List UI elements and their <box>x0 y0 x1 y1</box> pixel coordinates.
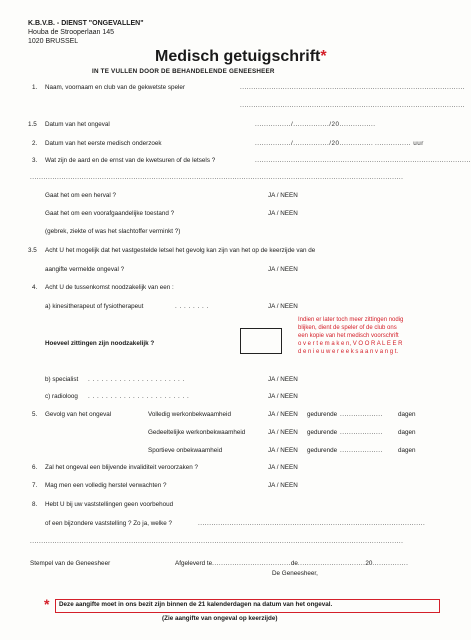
full-incapacity-label: Volledig werkonbekwaamheid <box>148 411 231 418</box>
radiologist-dots: . . . . . . . . . . . . . . . . . . . . . . . <box>88 393 190 400</box>
q7-number: 7. <box>32 482 38 489</box>
q6-label: Zal het ongeval een blijvende invaliditeit veroorzaken ? <box>45 464 198 471</box>
relapse-label: Gaat het om een herval ? <box>45 192 117 199</box>
specialist-dots: . . . . . . . . . . . . . . . . . . . . . . <box>88 376 185 383</box>
exam-hour-field[interactable]: ................ uur <box>375 140 424 147</box>
physio-label: a) kinesitherapeut of fysiotherapeut <box>45 303 144 310</box>
partial-incapacity-during: gedurende <box>307 429 338 436</box>
footer-note: (Zie aangifte van ongeval op keerzijde) <box>162 615 278 622</box>
q8-field-line-2[interactable]: ...................................................................................................................................................................... <box>30 538 404 545</box>
doctor-stamp-label: Stempel van de Geneesheer <box>30 560 111 567</box>
q8-number: 8. <box>32 501 38 508</box>
q3-field-line-2[interactable]: ...................................................................................................................................................................... <box>30 174 404 181</box>
q8-label: Hebt U bij uw vaststellingen geen voorbehoud <box>45 501 174 508</box>
sport-incapacity-days-field[interactable]: ................... <box>340 447 383 454</box>
specialist-answer[interactable]: JA / NEEN <box>268 376 298 383</box>
q8-label-line-2: of een bijzondere vaststelling ? Zo ja, welke ? <box>45 520 173 527</box>
q1-5-label: Datum van het ongeval <box>45 121 110 128</box>
specialist-label: b) specialist <box>45 376 79 383</box>
full-incapacity-unit: dagen <box>398 411 416 418</box>
q4-number: 4. <box>32 284 38 291</box>
q6-answer[interactable]: JA / NEEN <box>268 464 298 471</box>
prior-condition-note: (gebrek, ziekte of was het slachtoffer verminkt ?) <box>45 228 181 235</box>
physio-dots: . . . . . . . . <box>175 303 209 310</box>
q1-label: Naam, voornaam en club van de gekwetste speler <box>45 84 186 91</box>
q4-label: Acht U de tussenkomst noodzakelijk van een : <box>45 284 174 291</box>
q3-5-label-line-1: Acht U het mogelijk dat het vastgestelde letsel het gevolg kan zijn van het op de keerzijde van de <box>45 247 316 254</box>
page-subtitle: IN TE VULLEN DOOR DE BEHANDELENDE GENEESHEER <box>92 68 275 75</box>
sessions-note: Indien er later toch meer zittingen nodig blijken, dient de speler of de club ons een kopie van het medisch voorschrift o v e r t e m a k e n, V O O R A L E E R d e n i e u w e r e e k s a a n v a n g t. <box>298 317 404 355</box>
doctor-signature-label: De Geneesheer, <box>272 570 318 577</box>
q1-5-number: 1.5 <box>28 121 37 128</box>
exam-date-field[interactable]: ................/................/20............... <box>255 140 374 147</box>
partial-incapacity-unit: dagen <box>398 429 416 436</box>
partial-incapacity-answer[interactable]: JA / NEEN <box>268 429 298 436</box>
issued-label: Afgeleverd te <box>175 560 213 567</box>
org-city: 1020 BRUSSEL <box>28 38 79 45</box>
q3-5-label-line-2: aangifte vermelde ongeval ? <box>45 266 125 273</box>
q6-number: 6. <box>32 464 38 471</box>
q2-label: Datum van het eerste medisch onderzoek <box>45 140 162 147</box>
q8-field-line-1[interactable]: ..................................................................................................... <box>198 520 426 527</box>
q1-field-line-1[interactable]: .................................................................................................... <box>240 84 465 91</box>
q1-number: 1. <box>32 84 38 91</box>
q2-number: 2. <box>32 140 38 147</box>
sport-incapacity-during: gedurende <box>307 447 338 454</box>
q7-answer[interactable]: JA / NEEN <box>268 482 298 489</box>
q5-label: Gevolg van het ongeval <box>45 411 112 418</box>
accident-date-field[interactable]: ................/................/20................ <box>255 121 376 128</box>
q5-number: 5. <box>32 411 38 418</box>
issued-year-field: ................ <box>372 560 409 567</box>
issued-line <box>175 560 408 567</box>
page-title: Medisch getuigschrift* <box>155 48 327 65</box>
q3-field-line-1[interactable]: ................................................................................................ <box>255 157 471 164</box>
full-incapacity-during: gedurende <box>307 411 338 418</box>
q7-label: Mag men een volledig herstel verwachten ? <box>45 482 167 489</box>
full-incapacity-days-field[interactable]: ................... <box>340 411 383 418</box>
sport-incapacity-unit: dagen <box>398 447 416 454</box>
partial-incapacity-days-field[interactable]: ................... <box>340 429 383 436</box>
relapse-answer[interactable]: JA / NEEN <box>268 192 298 199</box>
q3-5-number: 3.5 <box>28 247 37 254</box>
radiologist-answer[interactable]: JA / NEEN <box>268 393 298 400</box>
issued-place-field: ................................... <box>212 560 291 567</box>
footer-star: * <box>44 596 50 612</box>
org-street: Houba de Strooperlaan 145 <box>28 29 115 36</box>
issued-date-field: .............................. <box>297 560 366 567</box>
q3-number: 3. <box>32 157 38 164</box>
q3-5-answer[interactable]: JA / NEEN <box>268 266 298 273</box>
q3-label: Wat zijn de aard en de ernst van de kwetsuren of de letsels ? <box>45 157 216 164</box>
sport-incapacity-label: Sportieve onbekwaamheid <box>148 447 223 454</box>
prior-condition-label: Gaat het om een voorafgaandelijke toestand ? <box>45 210 175 217</box>
sessions-label: Hoeveel zittingen zijn noodzakelijk ? <box>45 340 155 347</box>
footer-warning: Deze aangifte moet in ons bezit zijn binnen de 21 kalenderdagen na datum van het ongeval. <box>59 601 333 608</box>
sport-incapacity-answer[interactable]: JA / NEEN <box>268 447 298 454</box>
prior-condition-answer[interactable]: JA / NEEN <box>268 210 298 217</box>
radiologist-label: c) radioloog <box>45 393 78 400</box>
partial-incapacity-label: Gedeeltelijke werkonbekwaamheid <box>148 429 246 436</box>
physio-answer[interactable]: JA / NEEN <box>268 303 298 310</box>
full-incapacity-answer[interactable]: JA / NEEN <box>268 411 298 418</box>
issued-year-prefix: 20 <box>365 560 373 567</box>
issued-date-label: de <box>290 560 298 567</box>
org-name: K.B.V.B. - DIENST "ONGEVALLEN" <box>28 20 144 27</box>
q1-field-line-2[interactable]: .................................................................................................... <box>240 102 465 109</box>
sessions-input-box[interactable] <box>240 328 282 354</box>
